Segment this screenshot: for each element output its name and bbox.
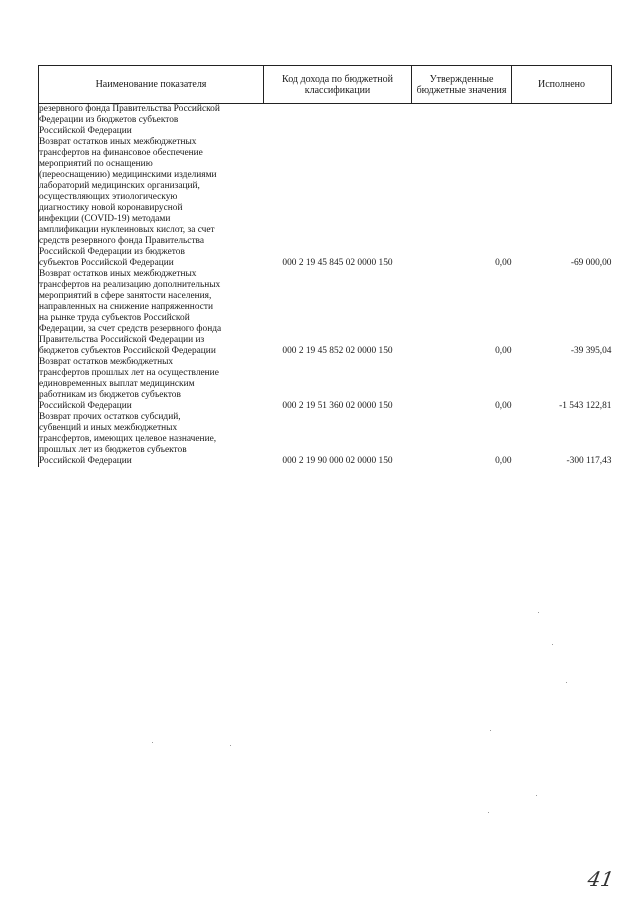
row-approved: 0,00 xyxy=(495,346,512,356)
row-name: Возврат прочих остатков субсидий, субвенций и иных межбюджетных трансфертов, имеющих целевое назначение, прошлых лет из бюджетов субъектов Российской Федерации xyxy=(39,412,264,467)
continuation-row xyxy=(39,104,612,138)
header-approved: Утвержденные бюджетные значения xyxy=(412,66,512,104)
budget-table xyxy=(38,65,612,467)
row-code: 000 2 19 90 000 02 0000 150 xyxy=(282,456,393,466)
row-name: Возврат остатков иных межбюджетных трансфертов на финансовое обеспечение мероприятий по оснащению (переоснащению) медицинскими изделиями лабораторий медицинских организаций, осуществляющих этиологическую диагностику новой коронавирусной инфекции (COVID-19) методами амплификации нуклеиновых кислот, за счет средств резервного фонда Правительства Российской Федерации из бюджетов субъектов Российской Федерации xyxy=(39,137,264,269)
row-approved: 0,00 xyxy=(495,401,512,411)
row-executed: -69 000,00 xyxy=(570,258,612,268)
row-executed: -1 543 122,81 xyxy=(559,401,612,411)
table-row xyxy=(39,137,612,269)
scan-speck xyxy=(230,745,231,746)
table-row xyxy=(39,412,612,467)
row-code: 000 2 19 45 852 02 0000 150 xyxy=(282,346,393,356)
scan-speck xyxy=(536,795,537,796)
scan-speck xyxy=(490,730,491,731)
row-executed: -39 395,04 xyxy=(570,346,612,356)
row-executed: -300 117,43 xyxy=(566,456,612,466)
scan-speck xyxy=(538,612,539,613)
scan-speck xyxy=(552,644,553,645)
table-row xyxy=(39,357,612,412)
row-approved: 0,00 xyxy=(495,456,512,466)
header-code: Код дохода по бюджетной классификации xyxy=(264,66,412,104)
row-approved: 0,00 xyxy=(495,258,512,268)
scan-speck xyxy=(488,812,489,813)
row-code: 000 2 19 51 360 02 0000 150 xyxy=(282,401,393,411)
scan-speck xyxy=(152,742,153,743)
scan-speck xyxy=(566,682,567,683)
header-name: Наименование показателя xyxy=(39,66,264,104)
page-number: 41 xyxy=(585,867,616,891)
row-name: Возврат остатков иных межбюджетных трансфертов на реализацию дополнительных мероприятий в сфере занятости населения, направленных на снижение напряженности на рынке труда субъектов Российской Федерации, за счет средств резервного фонда Правительства Российской Федерации из бюджетов субъектов Российской Федерации xyxy=(39,269,264,357)
header-executed: Исполнено xyxy=(512,66,612,104)
table-header-row xyxy=(39,66,612,104)
row-code: 000 2 19 45 845 02 0000 150 xyxy=(282,258,393,268)
table-row xyxy=(39,269,612,357)
continuation-text: резервного фонда Правительства Российской Федерации из бюджетов субъектов Российской Федерации xyxy=(39,104,264,138)
row-name: Возврат остатков межбюджетных трансфертов прошлых лет на осуществление единовременных выплат медицинским работникам из бюджетов субъектов Российской Федерации xyxy=(39,357,264,412)
